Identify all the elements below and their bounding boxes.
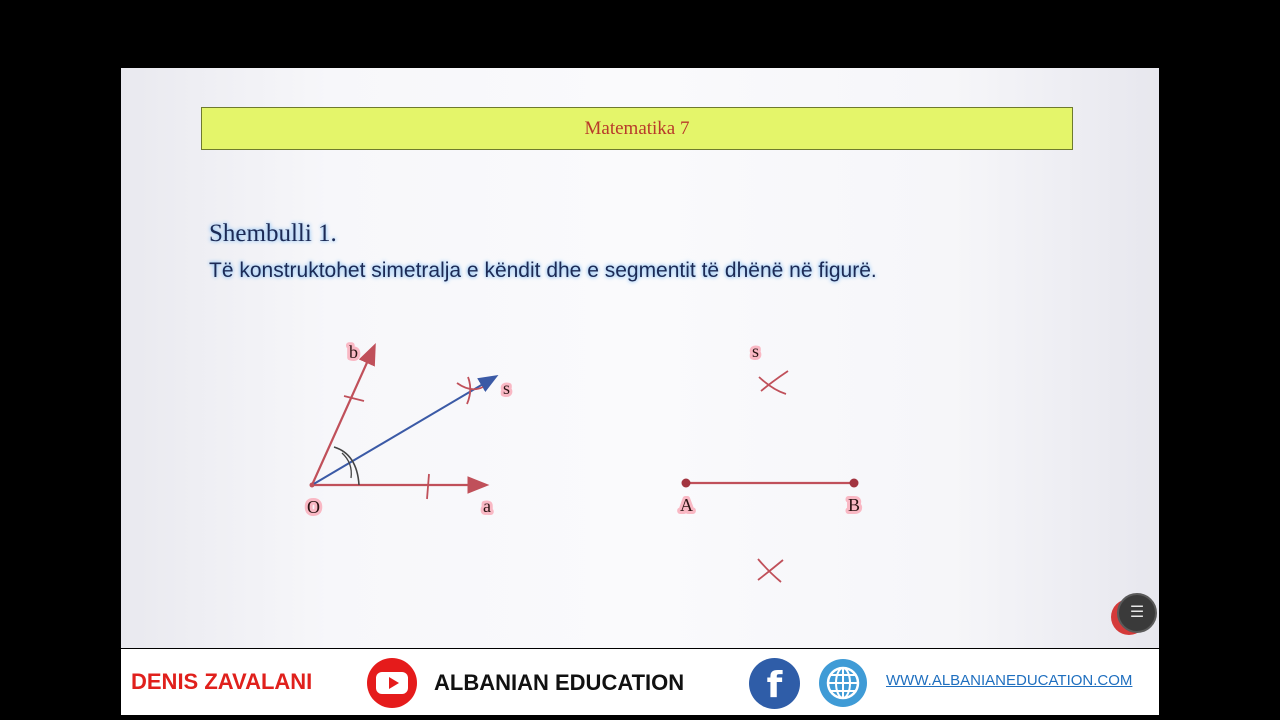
- menu-button[interactable]: [1117, 593, 1157, 633]
- ray-b-label: b: [349, 342, 358, 362]
- footer-banner: [121, 649, 1159, 715]
- arc-cross-bottom: [758, 559, 783, 582]
- brand-name: ALBANIAN EDUCATION: [434, 670, 685, 695]
- menu-icon: ☰: [1129, 604, 1145, 621]
- angle-arc-outer: [334, 447, 359, 485]
- example-text: Të konstruktohet simetralja e këndit dhe e segmentit të dhënë në figurë.: [209, 259, 877, 282]
- segment-figure: [680, 341, 860, 582]
- arc-cross-top: [759, 371, 788, 394]
- tick-mark-b: [344, 396, 364, 401]
- angle-figure: [307, 342, 510, 517]
- point-a-label: A: [680, 495, 693, 515]
- vertex-point: [310, 483, 315, 488]
- website-link[interactable]: WWW.ALBANIANEDUCATION.COM: [886, 672, 1133, 689]
- angle-bisector-label: s: [503, 378, 511, 398]
- header-title: Matematika 7: [584, 117, 690, 139]
- angle-bisector-line: [312, 377, 495, 485]
- ray-b: [312, 347, 374, 485]
- vertex-label: O: [307, 497, 320, 517]
- point-a: [682, 479, 691, 488]
- arc-cross-s: [457, 377, 483, 404]
- globe-icon[interactable]: [819, 659, 867, 707]
- geometry-figure: [121, 68, 1159, 648]
- youtube-icon[interactable]: [367, 658, 417, 708]
- slide: [121, 68, 1159, 648]
- tick-mark-a: [427, 474, 429, 499]
- author-name: DENIS ZAVALANI: [131, 669, 313, 694]
- ray-a-label: a: [483, 496, 491, 516]
- segment-bisector-label: s: [752, 341, 760, 361]
- facebook-icon[interactable]: f: [749, 658, 800, 709]
- example-title: Shembulli 1.: [209, 220, 337, 247]
- point-b-label: B: [848, 495, 861, 515]
- point-b: [850, 479, 859, 488]
